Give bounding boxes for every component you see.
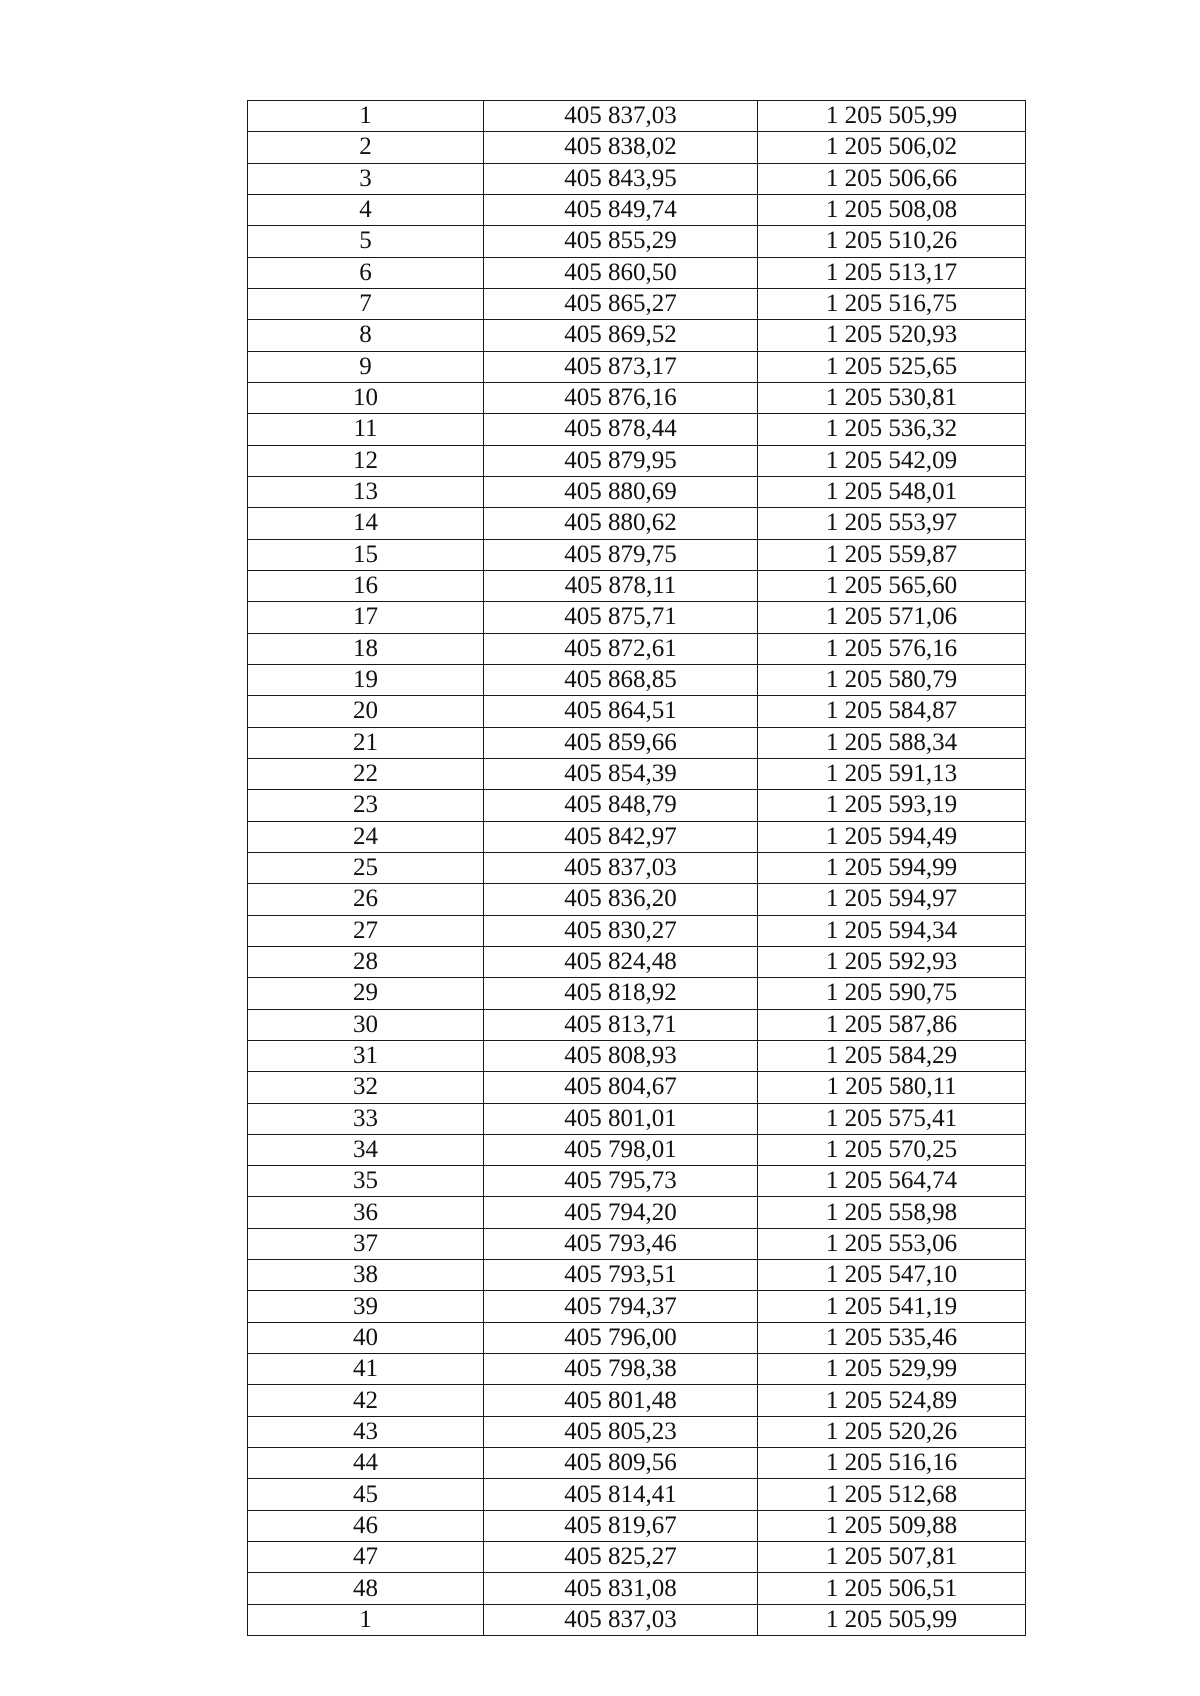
table-row <box>248 226 1026 257</box>
point-number-cell: 19 <box>248 664 484 695</box>
table-row <box>248 1166 1026 1197</box>
x-coordinate-cell: 405 880,62 <box>484 508 758 539</box>
x-coordinate-cell: 405 879,95 <box>484 445 758 476</box>
y-coordinate-cell: 1 205 584,29 <box>758 1040 1026 1071</box>
x-coordinate-cell: 405 837,03 <box>484 1604 758 1635</box>
x-coordinate-cell: 405 875,71 <box>484 602 758 633</box>
table-row <box>248 476 1026 507</box>
y-coordinate-cell: 1 205 509,88 <box>758 1510 1026 1541</box>
table-row <box>248 1573 1026 1604</box>
y-coordinate-cell: 1 205 553,97 <box>758 508 1026 539</box>
y-coordinate-cell: 1 205 535,46 <box>758 1322 1026 1353</box>
x-coordinate-cell: 405 876,16 <box>484 382 758 413</box>
y-coordinate-cell: 1 205 594,99 <box>758 852 1026 883</box>
y-coordinate-cell: 1 205 594,49 <box>758 821 1026 852</box>
y-coordinate-cell: 1 205 536,32 <box>758 414 1026 445</box>
table-row <box>248 1072 1026 1103</box>
y-coordinate-cell: 1 205 565,60 <box>758 570 1026 601</box>
x-coordinate-cell: 405 864,51 <box>484 696 758 727</box>
y-coordinate-cell: 1 205 525,65 <box>758 351 1026 382</box>
table-row <box>248 602 1026 633</box>
x-coordinate-cell: 405 798,01 <box>484 1134 758 1165</box>
y-coordinate-cell: 1 205 529,99 <box>758 1354 1026 1385</box>
y-coordinate-cell: 1 205 541,19 <box>758 1291 1026 1322</box>
y-coordinate-cell: 1 205 575,41 <box>758 1103 1026 1134</box>
point-number-cell: 30 <box>248 1009 484 1040</box>
point-number-cell: 14 <box>248 508 484 539</box>
x-coordinate-cell: 405 793,46 <box>484 1228 758 1259</box>
point-number-cell: 2 <box>248 132 484 163</box>
x-coordinate-cell: 405 801,48 <box>484 1385 758 1416</box>
table-row <box>248 821 1026 852</box>
x-coordinate-cell: 405 837,03 <box>484 101 758 132</box>
y-coordinate-cell: 1 205 594,97 <box>758 884 1026 915</box>
x-coordinate-cell: 405 869,52 <box>484 320 758 351</box>
x-coordinate-cell: 405 801,01 <box>484 1103 758 1134</box>
table-row <box>248 884 1026 915</box>
y-coordinate-cell: 1 205 524,89 <box>758 1385 1026 1416</box>
point-number-cell: 18 <box>248 633 484 664</box>
table-row <box>248 570 1026 601</box>
point-number-cell: 44 <box>248 1448 484 1479</box>
point-number-cell: 32 <box>248 1072 484 1103</box>
table-row <box>248 382 1026 413</box>
x-coordinate-cell: 405 818,92 <box>484 978 758 1009</box>
table-row <box>248 539 1026 570</box>
y-coordinate-cell: 1 205 559,87 <box>758 539 1026 570</box>
table-row <box>248 194 1026 225</box>
point-number-cell: 9 <box>248 351 484 382</box>
x-coordinate-cell: 405 837,03 <box>484 852 758 883</box>
y-coordinate-cell: 1 205 520,26 <box>758 1416 1026 1447</box>
x-coordinate-cell: 405 838,02 <box>484 132 758 163</box>
table-row <box>248 132 1026 163</box>
table-row <box>248 414 1026 445</box>
x-coordinate-cell: 405 824,48 <box>484 946 758 977</box>
x-coordinate-cell: 405 794,37 <box>484 1291 758 1322</box>
y-coordinate-cell: 1 205 564,74 <box>758 1166 1026 1197</box>
point-number-cell: 12 <box>248 445 484 476</box>
table-row <box>248 1009 1026 1040</box>
point-number-cell: 42 <box>248 1385 484 1416</box>
table-row <box>248 1103 1026 1134</box>
table-row <box>248 915 1026 946</box>
table-row <box>248 978 1026 1009</box>
x-coordinate-cell: 405 793,51 <box>484 1260 758 1291</box>
table-row <box>248 320 1026 351</box>
point-number-cell: 24 <box>248 821 484 852</box>
point-number-cell: 25 <box>248 852 484 883</box>
y-coordinate-cell: 1 205 513,17 <box>758 257 1026 288</box>
table-row <box>248 664 1026 695</box>
y-coordinate-cell: 1 205 506,66 <box>758 163 1026 194</box>
table-row <box>248 101 1026 132</box>
y-coordinate-cell: 1 205 594,34 <box>758 915 1026 946</box>
point-number-cell: 20 <box>248 696 484 727</box>
x-coordinate-cell: 405 830,27 <box>484 915 758 946</box>
y-coordinate-cell: 1 205 512,68 <box>758 1479 1026 1510</box>
table-row <box>248 1228 1026 1259</box>
point-number-cell: 45 <box>248 1479 484 1510</box>
x-coordinate-cell: 405 813,71 <box>484 1009 758 1040</box>
table-row <box>248 257 1026 288</box>
point-number-cell: 39 <box>248 1291 484 1322</box>
table-row <box>248 1542 1026 1573</box>
y-coordinate-cell: 1 205 542,09 <box>758 445 1026 476</box>
y-coordinate-cell: 1 205 520,93 <box>758 320 1026 351</box>
point-number-cell: 1 <box>248 1604 484 1635</box>
table-row <box>248 1322 1026 1353</box>
x-coordinate-cell: 405 880,69 <box>484 476 758 507</box>
x-coordinate-cell: 405 879,75 <box>484 539 758 570</box>
point-number-cell: 5 <box>248 226 484 257</box>
y-coordinate-cell: 1 205 584,87 <box>758 696 1026 727</box>
point-number-cell: 10 <box>248 382 484 413</box>
y-coordinate-cell: 1 205 506,51 <box>758 1573 1026 1604</box>
x-coordinate-cell: 405 872,61 <box>484 633 758 664</box>
point-number-cell: 43 <box>248 1416 484 1447</box>
y-coordinate-cell: 1 205 507,81 <box>758 1542 1026 1573</box>
x-coordinate-cell: 405 809,56 <box>484 1448 758 1479</box>
y-coordinate-cell: 1 205 508,08 <box>758 194 1026 225</box>
x-coordinate-cell: 405 865,27 <box>484 288 758 319</box>
table-row <box>248 1291 1026 1322</box>
table-row <box>248 1385 1026 1416</box>
y-coordinate-cell: 1 205 547,10 <box>758 1260 1026 1291</box>
point-number-cell: 7 <box>248 288 484 319</box>
point-number-cell: 21 <box>248 727 484 758</box>
y-coordinate-cell: 1 205 593,19 <box>758 790 1026 821</box>
x-coordinate-cell: 405 843,95 <box>484 163 758 194</box>
y-coordinate-cell: 1 205 570,25 <box>758 1134 1026 1165</box>
table-row <box>248 1604 1026 1635</box>
point-number-cell: 33 <box>248 1103 484 1134</box>
x-coordinate-cell: 405 873,17 <box>484 351 758 382</box>
point-number-cell: 47 <box>248 1542 484 1573</box>
table-row <box>248 1354 1026 1385</box>
y-coordinate-cell: 1 205 516,75 <box>758 288 1026 319</box>
table-row <box>248 1448 1026 1479</box>
coordinates-table-body <box>248 101 1026 1636</box>
point-number-cell: 4 <box>248 194 484 225</box>
x-coordinate-cell: 405 814,41 <box>484 1479 758 1510</box>
x-coordinate-cell: 405 808,93 <box>484 1040 758 1071</box>
point-number-cell: 6 <box>248 257 484 288</box>
x-coordinate-cell: 405 849,74 <box>484 194 758 225</box>
point-number-cell: 31 <box>248 1040 484 1071</box>
point-number-cell: 40 <box>248 1322 484 1353</box>
x-coordinate-cell: 405 831,08 <box>484 1573 758 1604</box>
point-number-cell: 13 <box>248 476 484 507</box>
x-coordinate-cell: 405 795,73 <box>484 1166 758 1197</box>
point-number-cell: 8 <box>248 320 484 351</box>
y-coordinate-cell: 1 205 580,79 <box>758 664 1026 695</box>
table-row <box>248 163 1026 194</box>
y-coordinate-cell: 1 205 591,13 <box>758 758 1026 789</box>
y-coordinate-cell: 1 205 580,11 <box>758 1072 1026 1103</box>
point-number-cell: 3 <box>248 163 484 194</box>
point-number-cell: 27 <box>248 915 484 946</box>
table-row <box>248 790 1026 821</box>
x-coordinate-cell: 405 878,11 <box>484 570 758 601</box>
y-coordinate-cell: 1 205 590,75 <box>758 978 1026 1009</box>
table-row <box>248 852 1026 883</box>
point-number-cell: 26 <box>248 884 484 915</box>
x-coordinate-cell: 405 848,79 <box>484 790 758 821</box>
x-coordinate-cell: 405 794,20 <box>484 1197 758 1228</box>
y-coordinate-cell: 1 205 576,16 <box>758 633 1026 664</box>
y-coordinate-cell: 1 205 571,06 <box>758 602 1026 633</box>
table-row <box>248 633 1026 664</box>
y-coordinate-cell: 1 205 530,81 <box>758 382 1026 413</box>
table-row <box>248 758 1026 789</box>
point-number-cell: 23 <box>248 790 484 821</box>
table-row <box>248 1479 1026 1510</box>
point-number-cell: 35 <box>248 1166 484 1197</box>
table-row <box>248 351 1026 382</box>
table-row <box>248 1134 1026 1165</box>
y-coordinate-cell: 1 205 553,06 <box>758 1228 1026 1259</box>
x-coordinate-cell: 405 860,50 <box>484 257 758 288</box>
x-coordinate-cell: 405 836,20 <box>484 884 758 915</box>
point-number-cell: 15 <box>248 539 484 570</box>
y-coordinate-cell: 1 205 516,16 <box>758 1448 1026 1479</box>
x-coordinate-cell: 405 878,44 <box>484 414 758 445</box>
point-number-cell: 29 <box>248 978 484 1009</box>
y-coordinate-cell: 1 205 592,93 <box>758 946 1026 977</box>
x-coordinate-cell: 405 804,67 <box>484 1072 758 1103</box>
table-row <box>248 1510 1026 1541</box>
y-coordinate-cell: 1 205 587,86 <box>758 1009 1026 1040</box>
point-number-cell: 41 <box>248 1354 484 1385</box>
point-number-cell: 48 <box>248 1573 484 1604</box>
point-number-cell: 37 <box>248 1228 484 1259</box>
point-number-cell: 34 <box>248 1134 484 1165</box>
x-coordinate-cell: 405 825,27 <box>484 1542 758 1573</box>
y-coordinate-cell: 1 205 548,01 <box>758 476 1026 507</box>
x-coordinate-cell: 405 798,38 <box>484 1354 758 1385</box>
table-row <box>248 288 1026 319</box>
y-coordinate-cell: 1 205 588,34 <box>758 727 1026 758</box>
table-row <box>248 696 1026 727</box>
table-row <box>248 727 1026 758</box>
x-coordinate-cell: 405 819,67 <box>484 1510 758 1541</box>
x-coordinate-cell: 405 854,39 <box>484 758 758 789</box>
x-coordinate-cell: 405 855,29 <box>484 226 758 257</box>
y-coordinate-cell: 1 205 558,98 <box>758 1197 1026 1228</box>
table-row <box>248 946 1026 977</box>
point-number-cell: 38 <box>248 1260 484 1291</box>
point-number-cell: 22 <box>248 758 484 789</box>
table-row <box>248 1040 1026 1071</box>
y-coordinate-cell: 1 205 505,99 <box>758 1604 1026 1635</box>
table-row <box>248 445 1026 476</box>
table-row <box>248 1416 1026 1447</box>
point-number-cell: 11 <box>248 414 484 445</box>
point-number-cell: 36 <box>248 1197 484 1228</box>
x-coordinate-cell: 405 842,97 <box>484 821 758 852</box>
y-coordinate-cell: 1 205 506,02 <box>758 132 1026 163</box>
y-coordinate-cell: 1 205 505,99 <box>758 101 1026 132</box>
point-number-cell: 16 <box>248 570 484 601</box>
x-coordinate-cell: 405 859,66 <box>484 727 758 758</box>
y-coordinate-cell: 1 205 510,26 <box>758 226 1026 257</box>
x-coordinate-cell: 405 868,85 <box>484 664 758 695</box>
x-coordinate-cell: 405 796,00 <box>484 1322 758 1353</box>
table-row <box>248 508 1026 539</box>
coordinates-table <box>247 100 1026 1636</box>
point-number-cell: 46 <box>248 1510 484 1541</box>
point-number-cell: 1 <box>248 101 484 132</box>
table-row <box>248 1197 1026 1228</box>
x-coordinate-cell: 405 805,23 <box>484 1416 758 1447</box>
point-number-cell: 17 <box>248 602 484 633</box>
point-number-cell: 28 <box>248 946 484 977</box>
table-row <box>248 1260 1026 1291</box>
